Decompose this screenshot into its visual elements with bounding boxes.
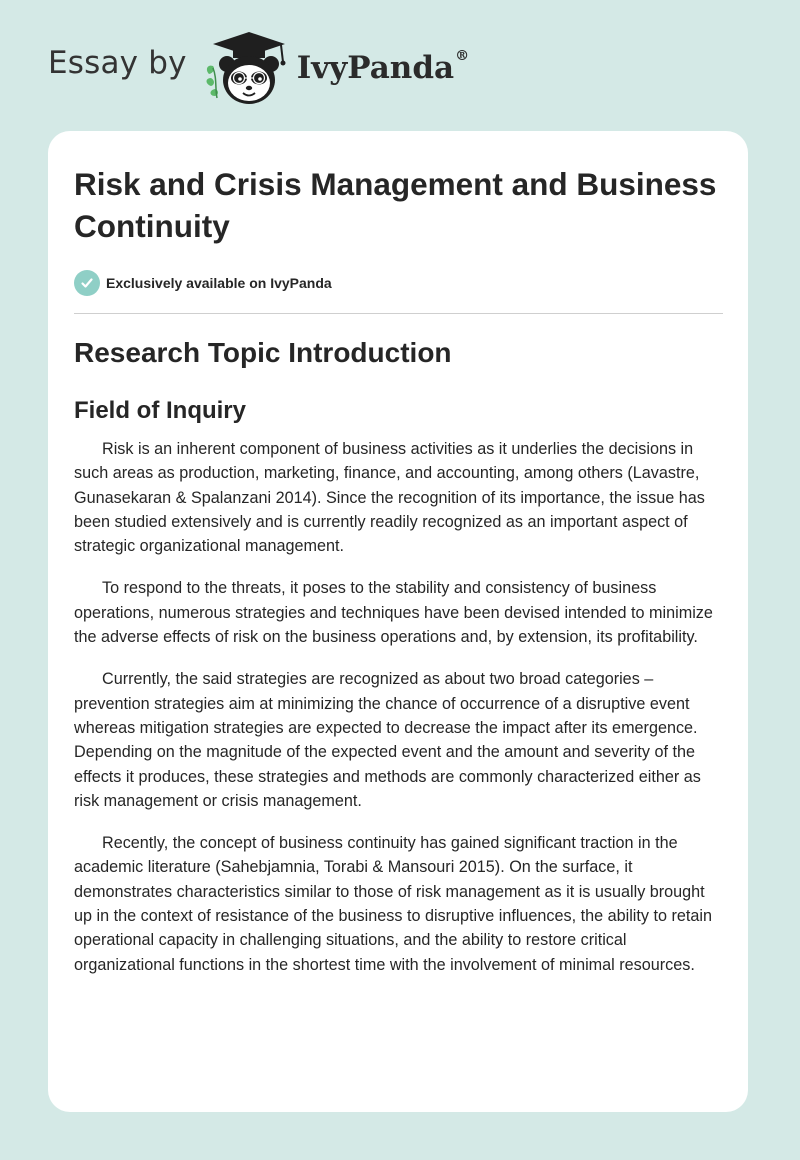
site-header — [48, 28, 469, 108]
paragraph: Recently, the concept of business continuity has gained significant traction in the academic literature (Sahebjamnia, Torabi & Mansouri 2015). On the surface, it demonstrates characteristics similar to those of risk management as it is usually brought up in the context of resistance of the business to disruptive influences, the ability to retain operational capacity in challenging situations, and the ability to restore critical organizational functions in the shortest time with the involvement of minimal resources. — [74, 834, 712, 974]
panda-logo-icon[interactable] — [203, 28, 295, 108]
paragraph: Risk is an inherent component of business activities as it underlies the decisions in such areas as production, marketing, finance, and accounting, among others (Lavastre, Gunasekaran & Spalanzani 2014). Since the recognition of its importance, the issue has been studied extensively and is currently readily recognized as an important aspect of strategic organizational management. — [74, 440, 705, 556]
paragraph: To respond to the threats, it poses to the stability and consistency of business operations, numerous strategies and techniques have been devised intended to minimize the adverse effects of risk on the business operations and, by extension, its profitability. — [74, 579, 713, 647]
registered-mark: ® — [455, 48, 470, 64]
exclusive-badge-label: Exclusively available on IvyPanda — [106, 275, 332, 291]
exclusive-badge — [74, 269, 722, 297]
brand-name-text: IvyPanda — [296, 50, 455, 86]
checkmark-icon — [74, 270, 100, 296]
subsection-heading: Field of Inquiry — [74, 397, 246, 424]
essay-card — [48, 131, 748, 1112]
title-divider — [74, 313, 723, 314]
essay-by-label: Essay by — [48, 45, 187, 81]
brand-name[interactable] — [297, 50, 469, 86]
essay-title: Risk and Crisis Management and Business Continuity — [74, 166, 717, 244]
section-heading: Research Topic Introduction — [74, 337, 452, 368]
paragraph: Currently, the said strategies are recognized as about two broad categories – prevention strategies aim at minimizing the chance of occurrence of a disruptive event whereas mitigation strategies are expected to decrease the impact after its emergence. Depending on the magnitude of the expected event and the amount and severity of the effects it produces, these strategies and methods are commonly characterized either as risk management or crisis management. — [74, 670, 701, 810]
